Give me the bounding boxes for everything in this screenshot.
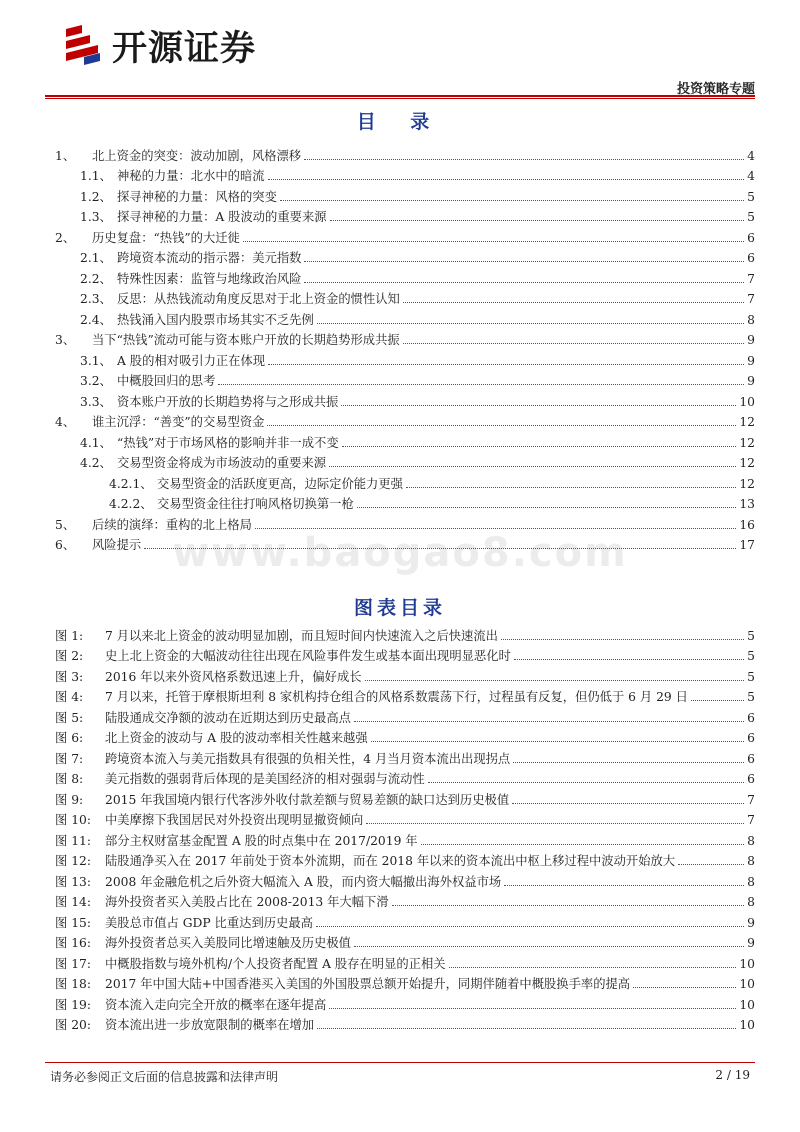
figure-entry-number: 图 4: [55, 690, 84, 704]
dot-leader [512, 803, 744, 804]
figure-entry[interactable] [55, 1013, 755, 1034]
toc-entry-page: 9 [747, 353, 755, 368]
dot-leader [365, 680, 745, 681]
toc-entry-page: 13 [739, 497, 755, 511]
toc-entry-page: 10 [739, 394, 755, 409]
toc-entry-title: 热钱涌入国内股票市场其实不乏先例 [117, 312, 314, 327]
dot-leader [357, 507, 737, 508]
figure-entry-title: 2017 年中国大陆+中国香港买入美国的外国股票总额开始提升，同期伴随着中概股换手率的提高 [105, 977, 631, 991]
toc-title: 目 录 [356, 111, 444, 133]
figure-entry-title: 2015 年我国境内银行代客涉外收付款差额与贸易差额的缺口达到历史极值 [105, 792, 510, 807]
toc-entry-page: 16 [739, 517, 755, 532]
toc-entry-number: 3、 [55, 333, 76, 347]
header-divider-thin [45, 98, 755, 99]
figure-entry-title: 资本流入走向完全开放的概率在逐年提高 [105, 997, 327, 1012]
figures-title: 图表目录 [353, 597, 446, 619]
figure-entry-page: 8 [747, 895, 755, 909]
figure-entry-number: 图 11: [55, 833, 91, 848]
figure-entry-page: 10 [739, 956, 755, 971]
dot-leader [514, 659, 744, 660]
figure-entry-title: 美元指数的强弱背后体现的是美国经济的相对强弱与流动性 [105, 772, 425, 786]
figure-entry-number: 图 7: [55, 751, 84, 766]
dot-leader [354, 946, 744, 947]
table-of-contents [55, 143, 755, 553]
toc-entry-page: 5 [747, 210, 755, 224]
figure-entry-number: 图 3: [55, 669, 84, 684]
toc-entry-number: 4.2.1、 [109, 476, 153, 491]
dot-leader [255, 528, 736, 529]
dot-leader [280, 200, 744, 201]
toc-entry[interactable] [55, 287, 755, 308]
dot-leader [268, 364, 744, 365]
toc-entry-title: 探寻神秘的力量：风格的突变 [117, 189, 277, 204]
header-divider [45, 95, 755, 97]
footer-disclaimer: 请务必参阅正文后面的信息披露和法律声明 [50, 1070, 279, 1084]
toc-entry[interactable] [55, 430, 755, 451]
figure-entry-page: 10 [739, 997, 755, 1012]
figure-entry[interactable] [55, 828, 755, 849]
toc-entry-page: 4 [747, 148, 755, 163]
dot-leader [633, 987, 736, 988]
figure-entry-number: 图 13: [55, 874, 91, 889]
toc-entry-number: 6、 [55, 538, 76, 552]
figure-entry[interactable] [55, 849, 755, 870]
toc-entry-number: 1.1、 [80, 169, 112, 183]
figure-entry-number: 图 14: [55, 895, 91, 909]
figure-entry-title: 2016 年以来外资风格系数迅速上升，偏好成长 [105, 669, 362, 684]
toc-entry-number: 4.2.2、 [109, 497, 153, 511]
figure-entry-number: 图 2: [55, 649, 84, 663]
toc-entry-number: 2、 [55, 230, 76, 245]
figure-entry-title: 陆股通成交净额的波动在近期达到历史最高点 [105, 710, 351, 725]
figure-entry-number: 图 20: [55, 1018, 91, 1032]
figure-entry-page: 7 [747, 813, 755, 827]
toc-entry-title: 反思：从热钱流动角度反思对于北上资金的惯性认知 [117, 292, 400, 306]
report-type: 投资策略专题 [676, 82, 755, 97]
dot-leader [504, 885, 744, 886]
dot-leader [403, 343, 744, 344]
figure-entry-number: 图 18: [55, 977, 91, 991]
dot-leader [421, 844, 745, 845]
toc-entry-page: 17 [739, 538, 755, 552]
dot-leader [317, 323, 744, 324]
figure-entry[interactable] [55, 705, 755, 726]
toc-entry-title: 后续的演绎：重构的北上格局 [92, 517, 252, 532]
toc-entry[interactable] [55, 164, 755, 185]
figure-entry-page: 6 [747, 751, 755, 766]
figure-entry-title: 中美摩擦下我国居民对外投资出现明显撤资倾向 [105, 813, 364, 827]
toc-entry-number: 1.2、 [80, 189, 112, 204]
figure-entry-number: 图 8: [55, 772, 84, 786]
dot-leader [341, 405, 736, 406]
toc-entry-title: 神秘的力量：北水中的暗流 [117, 169, 265, 183]
figure-entry[interactable] [55, 726, 755, 747]
figure-entry-number: 图 19: [55, 997, 91, 1012]
dot-leader [267, 425, 736, 426]
toc-entry-number: 2.4、 [80, 312, 112, 327]
toc-entry-page: 7 [747, 292, 755, 306]
footer-divider [45, 1062, 755, 1063]
figure-entry[interactable] [55, 890, 755, 911]
figure-entry[interactable] [55, 623, 755, 644]
figure-entry-page: 6 [747, 710, 755, 725]
page-number: 2 / 19 [715, 1068, 750, 1082]
figure-entry-page: 9 [747, 915, 755, 930]
toc-entry[interactable] [55, 471, 755, 492]
figure-entry-number: 图 16: [55, 936, 91, 950]
brand-logo [62, 20, 256, 72]
toc-entry-title: 资本账户开放的长期趋势将与之形成共振 [117, 394, 339, 409]
dot-leader [366, 823, 744, 824]
figure-entry-title: 北上资金的波动与 A 股的波动率相关性越来越强 [105, 731, 368, 745]
figure-entry[interactable] [55, 787, 755, 808]
toc-entry-title: 探寻神秘的力量：A 股波动的重要来源 [117, 210, 327, 224]
figure-entry-page: 6 [747, 731, 755, 745]
figure-entry-page: 8 [747, 833, 755, 848]
figure-entry[interactable] [55, 746, 755, 767]
figure-entry-number: 图 10: [55, 813, 91, 827]
toc-entry-number: 2.1、 [80, 251, 112, 265]
toc-entry[interactable] [55, 143, 755, 164]
dot-leader [406, 487, 736, 488]
figure-entry-number: 图 17: [55, 956, 91, 971]
figure-entry-title: 跨境资本流入与美元指数具有很强的负相关性，4 月当月资本流出出现拐点 [105, 751, 511, 766]
toc-entry-number: 3.2、 [80, 374, 112, 388]
figure-entry[interactable] [55, 910, 755, 931]
dot-leader [428, 782, 744, 783]
dot-leader [513, 762, 744, 763]
figure-entry-number: 图 1: [55, 628, 84, 643]
dot-leader [317, 1028, 736, 1029]
toc-entry-page: 4 [747, 169, 755, 183]
toc-entry[interactable] [55, 205, 755, 226]
toc-entry[interactable] [55, 307, 755, 328]
toc-entry-page: 12 [739, 476, 755, 491]
figure-entry[interactable] [55, 951, 755, 972]
dot-leader [316, 926, 744, 927]
figure-list [55, 623, 755, 1033]
figure-entry-title: 部分主权财富基金配置 A 股的时点集中在 2017/2019 年 [105, 833, 418, 848]
toc-entry-title: 风险提示 [92, 538, 142, 552]
figure-entry-page: 5 [747, 669, 755, 684]
toc-entry-title: 交易型资金往往打响风格切换第一枪 [157, 497, 354, 511]
toc-entry-title: 特殊性因素：监管与地缘政治风险 [117, 271, 302, 286]
dot-leader [268, 179, 744, 180]
dot-leader [371, 741, 745, 742]
figure-entry-title: 资本流出进一步放宽限制的概率在增加 [105, 1018, 315, 1032]
figure-entry-page: 8 [747, 854, 755, 868]
figure-entry-page: 8 [747, 874, 755, 889]
dot-leader [304, 282, 744, 283]
figure-entry-title: 海外投资者总买入美股同比增速触及历史极值 [105, 936, 351, 950]
toc-entry-title: 当下“热钱”流动可能与资本账户开放的长期趋势形成共振 [92, 333, 400, 347]
toc-entry-page: 12 [739, 415, 755, 429]
toc-entry-page: 9 [747, 374, 755, 388]
toc-entry-page: 8 [747, 312, 755, 327]
figure-entry[interactable] [55, 644, 755, 665]
toc-entry-page: 5 [747, 189, 755, 204]
figure-entry-page: 6 [747, 772, 755, 786]
toc-entry-number: 4、 [55, 415, 76, 429]
dot-leader [243, 241, 744, 242]
toc-entry[interactable] [55, 492, 755, 513]
figure-entry-number: 图 12: [55, 854, 91, 868]
figure-entry-page: 5 [747, 690, 755, 704]
toc-entry-title: 谁主沉浮：“善变”的交易型资金 [92, 415, 265, 429]
toc-entry-page: 6 [747, 251, 755, 265]
toc-entry[interactable] [55, 533, 755, 554]
toc-entry-number: 1.3、 [80, 210, 112, 224]
figure-entry-page: 7 [747, 792, 755, 807]
toc-entry[interactable] [55, 246, 755, 267]
toc-entry[interactable] [55, 328, 755, 349]
figure-entry-page: 9 [747, 936, 755, 950]
dot-leader [304, 159, 744, 160]
dot-leader [354, 721, 744, 722]
figure-entry[interactable] [55, 685, 755, 706]
toc-entry-title: A 股的相对吸引力正在体现 [117, 353, 266, 368]
figure-entry-number: 图 6: [55, 731, 84, 745]
toc-entry-title: 历史复盘：“热钱”的大迁徙 [92, 230, 240, 245]
toc-entry-number: 2.2、 [80, 271, 112, 286]
dot-leader [329, 466, 736, 467]
toc-entry-number: 4.1、 [80, 435, 112, 450]
toc-entry[interactable] [55, 184, 755, 205]
dot-leader [392, 905, 745, 906]
toc-entry-number: 2.3、 [80, 292, 112, 306]
figure-entry[interactable] [55, 808, 755, 829]
watermark: www.baogao8.com [172, 530, 628, 576]
brand-name: 开源证券 [112, 29, 257, 69]
toc-entry-title: 中概股回归的思考 [117, 374, 216, 388]
figure-entry[interactable] [55, 972, 755, 993]
dot-leader [218, 384, 744, 385]
figure-entry[interactable] [55, 992, 755, 1013]
dot-leader [501, 639, 744, 640]
toc-entry[interactable] [55, 410, 755, 431]
figure-entry-number: 图 15: [55, 915, 91, 930]
figure-entry-number: 图 5: [55, 710, 84, 725]
figure-entry-page: 5 [747, 628, 755, 643]
figure-entry-title: 7 月以来北上资金的波动明显加剧，而且短时间内快速流入之后快速流出 [105, 628, 498, 643]
toc-entry-page: 7 [747, 271, 755, 286]
toc-entry[interactable] [55, 348, 755, 369]
figure-entry-title: 2008 年金融危机之后外资大幅流入 A 股，而内资大幅撤出海外权益市场 [105, 874, 502, 889]
figure-entry-page: 10 [739, 1018, 755, 1032]
toc-entry-number: 4.2、 [80, 456, 112, 470]
figure-entry[interactable] [55, 664, 755, 685]
dot-leader [342, 446, 737, 447]
toc-entry-page: 12 [739, 456, 755, 470]
dot-leader [329, 1008, 736, 1009]
toc-entry[interactable] [55, 512, 755, 533]
toc-entry-number: 1、 [55, 148, 76, 163]
figure-entry-title: 海外投资者买入美股占比在 2008-2013 年大幅下滑 [105, 895, 389, 909]
toc-entry[interactable] [55, 451, 755, 472]
dot-leader [449, 967, 737, 968]
toc-entry-title: 北上资金的突变：波动加剧，风格漂移 [92, 148, 302, 163]
figure-entry-title: 陆股通净买入在 2017 年前处于资本外流期，而在 2018 年以来的资本流出中枢上移过程中波动开始放大 [105, 854, 676, 868]
figure-entry-page: 5 [747, 649, 755, 663]
toc-entry-page: 6 [747, 230, 755, 245]
toc-entry[interactable] [55, 389, 755, 410]
figure-entry[interactable] [55, 767, 755, 788]
dot-leader [330, 220, 744, 221]
toc-entry-number: 5、 [55, 517, 76, 532]
figure-entry-page: 10 [739, 977, 755, 991]
toc-entry[interactable] [55, 369, 755, 390]
figure-entry[interactable] [55, 869, 755, 890]
toc-entry[interactable] [55, 225, 755, 246]
figure-entry-title: 美股总市值占 GDP 比重达到历史最高 [105, 915, 313, 930]
toc-entry-title: “热钱”对于市场风格的影响并非一成不变 [117, 435, 339, 450]
toc-entry-title: 交易型资金将成为市场波动的重要来源 [117, 456, 327, 470]
figure-entry-number: 图 9: [55, 792, 84, 807]
toc-entry-page: 12 [739, 435, 755, 450]
dot-leader [304, 261, 744, 262]
dot-leader [144, 548, 736, 549]
dot-leader [678, 864, 744, 865]
figure-entry-title: 史上北上资金的大幅波动往往出现在风险事件发生或基本面出现明显恶化时 [105, 649, 511, 663]
toc-entry-title: 交易型资金的活跃度更高，边际定价能力更强 [157, 476, 403, 491]
dot-leader [403, 302, 744, 303]
figure-entry-title: 7 月以来，托管于摩根斯坦利 8 家机构持仓组合的风格系数震荡下行，过程虽有反复，但仍低于 6 月 29 日 [105, 690, 688, 704]
toc-entry-number: 3.3、 [80, 394, 112, 409]
dot-leader [691, 700, 744, 701]
toc-entry[interactable] [55, 266, 755, 287]
toc-entry-title: 跨境资本流动的指示器：美元指数 [117, 251, 302, 265]
brand-mark-icon [62, 23, 104, 69]
toc-entry-page: 9 [747, 333, 755, 347]
figure-entry[interactable] [55, 931, 755, 952]
figure-entry-title: 中概股指数与境外机构/个人投资者配置 A 股存在明显的正相关 [105, 956, 446, 971]
toc-entry-number: 3.1、 [80, 353, 112, 368]
